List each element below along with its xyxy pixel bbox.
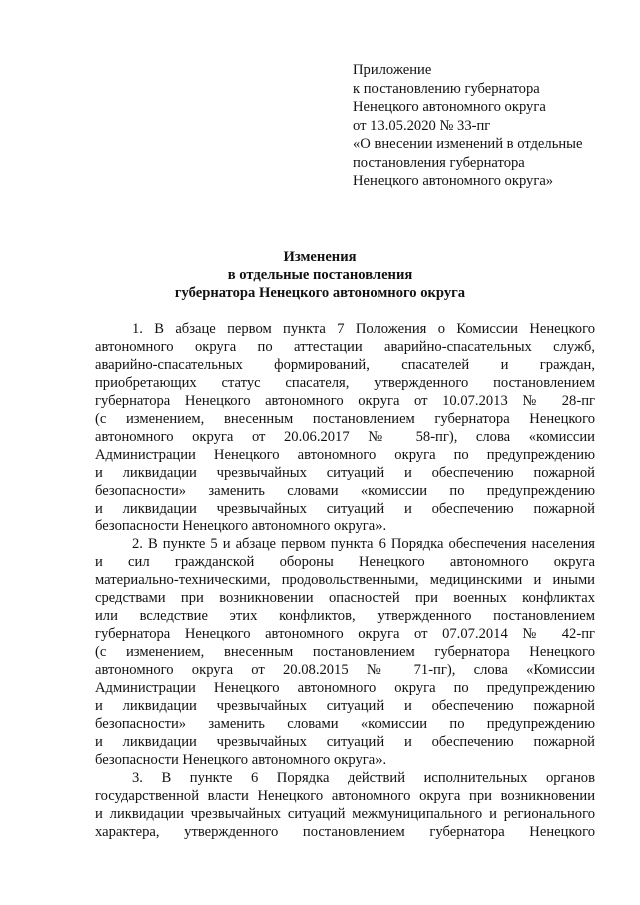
annex-line: постановления губернатора: [353, 154, 525, 171]
text-line: автономного округа по аттестации аварийно-спасательных служб,: [95, 338, 595, 355]
text-line: или вследствие этих конфликтов, утвержденного постановлением: [95, 608, 595, 625]
text-line: аварийно-спасательных формирований, спасателей и граждан,: [95, 356, 595, 373]
document-body: [95, 321, 595, 842]
text-line: 1. В абзаце первом пункта 7 Положения о Комиссии Ненецкого: [132, 321, 595, 337]
title-line: в отдельные постановления: [227, 267, 413, 283]
text-line: Администрации Ненецкого автономного округа по предупреждению: [95, 680, 595, 697]
text-line: и сил гражданской обороны Ненецкого автономного округа: [95, 554, 595, 571]
text-line: средствами при возникновении опасностей при военных конфликтах: [95, 590, 595, 607]
text-line: материально-техническими, продовольственными, медицинскими и иными: [95, 572, 595, 589]
text-line: и ликвидации чрезвычайных ситуаций и обеспечению пожарной: [95, 500, 595, 517]
text-line: и ликвидации чрезвычайных ситуаций и обеспечению пожарной: [95, 698, 595, 715]
text-line: безопасности» заменить словами «комиссии по предупреждению: [95, 482, 595, 499]
text-line: и ликвидации чрезвычайных ситуаций и обеспечению пожарной: [95, 464, 595, 481]
text-line: безопасности Ненецкого автономного округа».: [95, 751, 387, 768]
text-line: государственной власти Ненецкого автономного округа при возникновении: [95, 787, 595, 804]
text-line: безопасности Ненецкого автономного округа».: [95, 518, 387, 535]
text-line: губернатора Ненецкого автономного округа от 10.07.2013 № 28-пг: [95, 392, 595, 409]
text-line: и ликвидации чрезвычайных ситуаций и обеспечению пожарной: [95, 733, 595, 750]
annex-line: к постановлению губернатора: [353, 80, 540, 97]
annex-line: от 13.05.2020 № 33-пг: [353, 117, 491, 134]
text-line: 2. В пункте 5 и абзаце первом пункта 6 Порядка обеспечения населения: [132, 536, 595, 553]
text-line: автономного округа от 20.06.2017 № 58-пг), слова «комиссии: [95, 428, 595, 445]
text-line: безопасности» заменить словами «комиссии по предупреждению: [95, 715, 595, 732]
annex-line: Приложение: [353, 62, 432, 78]
annex-line: «О внесении изменений в отдельные: [353, 136, 583, 152]
text-line: губернатора Ненецкого автономного округа от 07.07.2014 № 42-пг: [95, 626, 595, 643]
title-line: Изменения: [283, 249, 357, 265]
annex-header: [353, 61, 582, 191]
title-line: губернатора Ненецкого автономного округа: [174, 285, 466, 301]
annex-line: Ненецкого автономного округа: [353, 99, 546, 115]
text-line: характера, утвержденного постановлением губернатора Ненецкого: [95, 823, 595, 840]
text-line: (с изменением, внесенным постановлением губернатора Ненецкого: [95, 644, 595, 661]
text-line: 3. В пункте 6 Порядка действий исполнительных органов: [132, 769, 595, 786]
document-title: [0, 248, 640, 302]
annex-line: Ненецкого автономного округа»: [353, 173, 554, 189]
text-line: (с изменением, внесенным постановлением губернатора Ненецкого: [95, 410, 595, 427]
paragraph-1: [95, 321, 595, 536]
text-line: автономного округа от 20.08.2015 № 71-пг), слова «Комиссии: [95, 662, 595, 679]
paragraph-3: [95, 770, 595, 842]
text-line: и ликвидации чрезвычайных ситуаций межмуниципального и регионального: [95, 805, 595, 822]
text-line: приобретающих статус спасателя, утвержденного постановлением: [95, 374, 595, 391]
paragraph-2: [95, 536, 595, 769]
text-line: Администрации Ненецкого автономного округа по предупреждению: [95, 446, 595, 463]
